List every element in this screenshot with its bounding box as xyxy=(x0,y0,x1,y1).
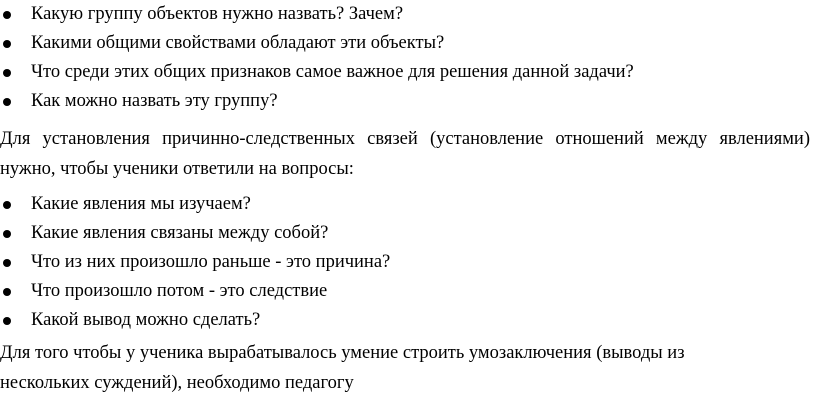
paragraph-line: Для того чтобы у ученика вырабатывалось умение строить умозаключения (выводы из xyxy=(0,343,685,363)
list-item xyxy=(0,277,390,306)
list-item xyxy=(0,0,634,29)
list-item-text: Какие явления мы изучаем? xyxy=(31,194,251,214)
bullet-icon xyxy=(3,11,11,19)
bullet-icon xyxy=(3,288,11,296)
paragraph-line: Для установления причинно-следственных связей (установление отношений между явлениями) xyxy=(0,129,810,149)
list-item-text: Какой вывод можно сделать? xyxy=(31,310,261,330)
paragraph-reasoning xyxy=(0,338,810,398)
list-item xyxy=(0,248,390,277)
bullet-icon xyxy=(3,230,11,238)
bullet-icon xyxy=(3,317,11,325)
list-item xyxy=(0,190,390,219)
bullet-icon xyxy=(3,201,11,209)
list-item xyxy=(0,58,634,87)
list-item xyxy=(0,87,634,116)
list-item xyxy=(0,29,634,58)
list-item xyxy=(0,219,390,248)
list-item-text: Какие явления связаны между собой? xyxy=(31,223,329,243)
question-list-grouping xyxy=(0,0,634,116)
paragraph-line: нужно, чтобы ученики ответили на вопросы: xyxy=(0,159,354,179)
list-item-text: Что произошло потом - это следствие xyxy=(31,281,328,301)
list-item-text: Что среди этих общих признаков самое важное для решения данной задачи? xyxy=(31,62,634,82)
list-item-text: Какими общими свойствами обладают эти объекты? xyxy=(31,33,445,53)
paragraph-line: нескольких суждений), необходимо педагогу xyxy=(0,373,354,393)
list-item-text: Что из них произошло раньше - это причина? xyxy=(31,252,391,272)
list-item-text: Какую группу объектов нужно назвать? Зачем? xyxy=(31,4,404,24)
list-item xyxy=(0,306,390,335)
list-item-text: Как можно назвать эту группу? xyxy=(31,91,278,111)
question-list-causal xyxy=(0,190,390,335)
bullet-icon xyxy=(3,69,11,77)
bullet-icon xyxy=(3,259,11,267)
paragraph-causal-relations xyxy=(0,124,810,184)
bullet-icon xyxy=(3,40,11,48)
bullet-icon xyxy=(3,98,11,106)
